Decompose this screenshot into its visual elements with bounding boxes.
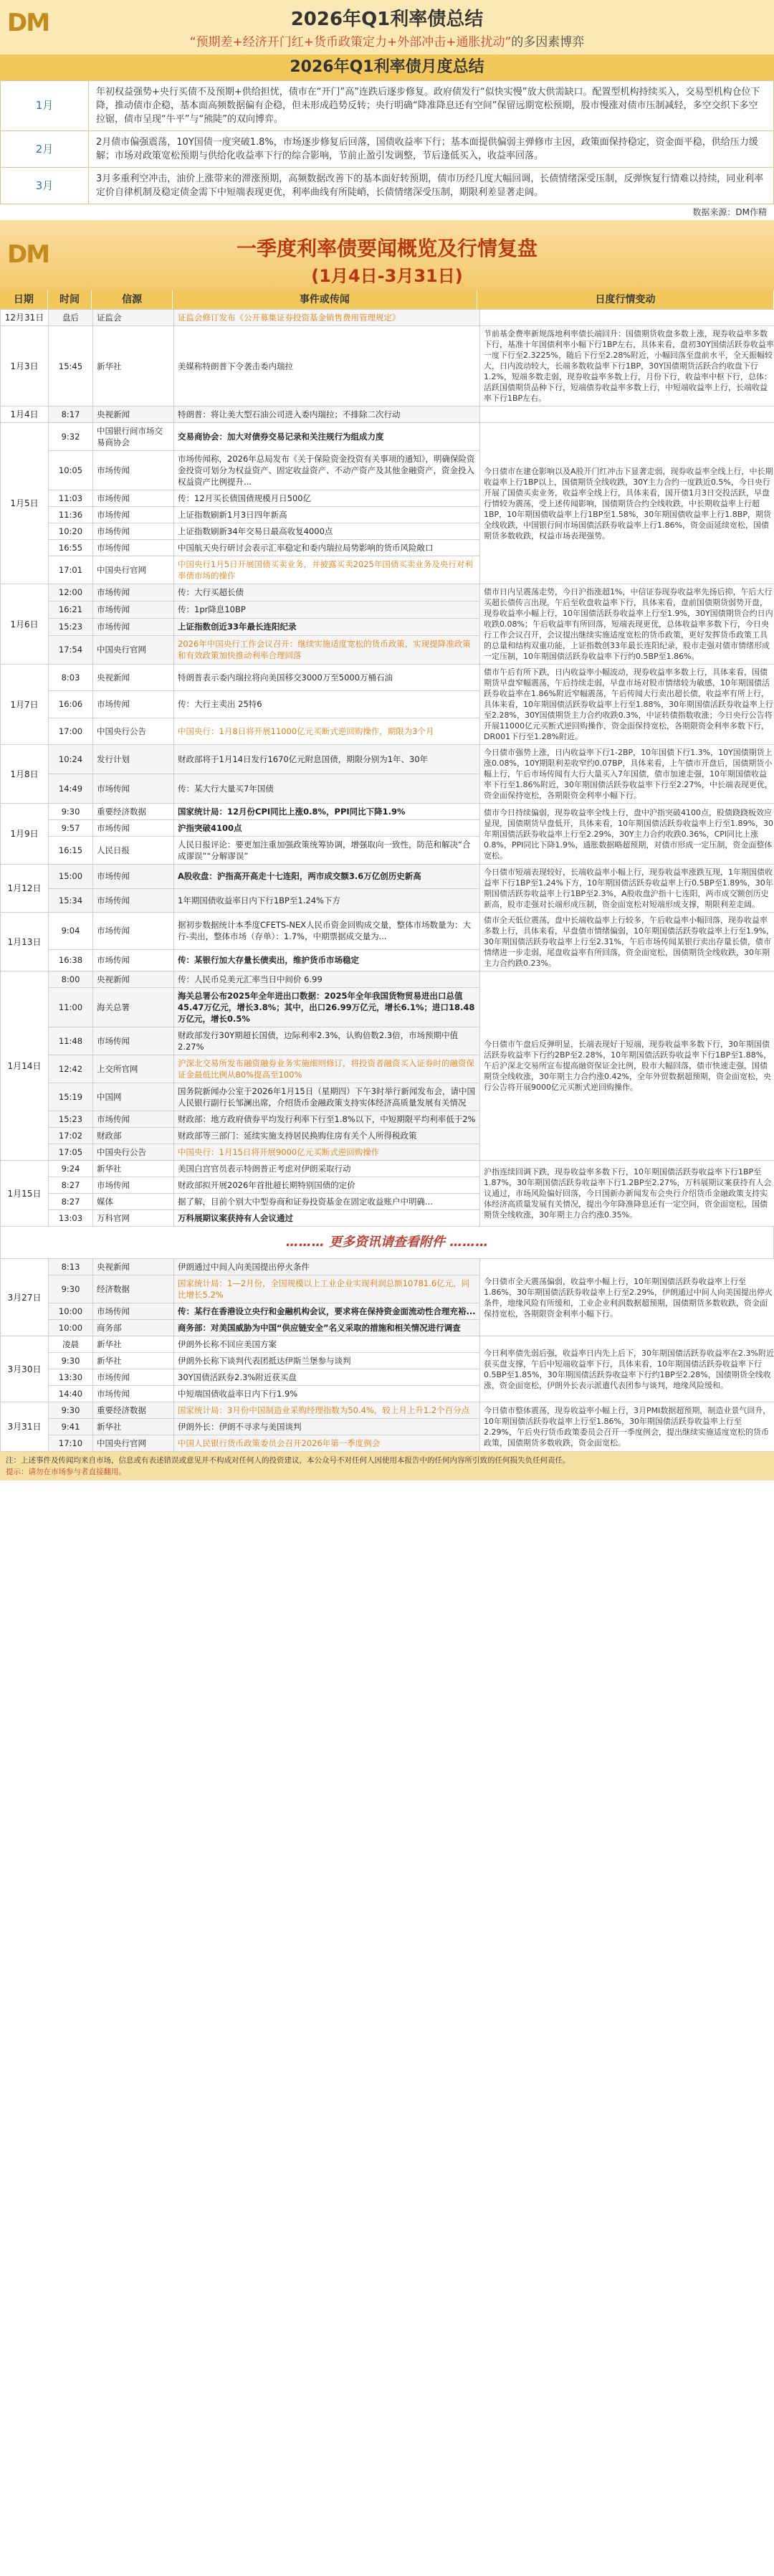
event-source: 人民日报 <box>93 837 174 865</box>
event-source: 中国银行间市场交易商协会 <box>93 423 174 451</box>
event-time: 16:06 <box>49 691 93 718</box>
event-time: 9:04 <box>49 913 93 950</box>
event-text: 中国人民银行货币政策委员会召开2026年第一季度例会 <box>174 1435 480 1452</box>
event-text: 美媒称特朗普下令袭击委内瑞拉 <box>174 326 480 407</box>
event-text: 美国白宫官员表示特朗普正考虑对伊朗采取行动 <box>174 1161 480 1177</box>
market-move: 今日债市整体震荡，现券收益率小幅上行，3月PMI数据超预期，制造业景气回升，10年期国债活跃券收益率上行至1.86%，30年期国债活跃券收益率上行至2.29%，午后央行货币政策委员会召开一季度例会，提出继续实施适度宽松的货币政策，国债期货多数收跌，资金面宽松。 <box>480 1402 774 1452</box>
event-text: 上证指数刷新34年交易日最高收复4000点 <box>174 523 480 540</box>
event-text: 国务院新闻办公室于2026年1月15日（星期四）下午3时举行新闻发布会，请中国人民银行副行长邹澜出席，介绍货币金融政策支持实体经济高质量发展有关情况 <box>174 1083 480 1111</box>
month-summary: 2月债市偏强震荡，10Y国债一度突破1.8%，市场逐步修复后回落，国债收益率下行；基本面提供偏弱主弹修市主因，政策面保持稳定，资金面平稳，供给压力缓解；市场对政策宽松预期与供给化收益率下行的综合影响，节前止盈引发调整，节后逢低买入，收益率回落。 <box>89 131 774 168</box>
event-time: 15:23 <box>49 618 93 635</box>
event-text: 海关总署公布2025年全年进出口数据：2025年全年我国货物贸易进出口总值45.47万亿元，增长3.8%；其中，出口26.99万亿元，增长6.1%；进口18.48万亿元，增长0.5% <box>174 988 480 1027</box>
event-time: 17:05 <box>49 1144 93 1161</box>
event-source: 市场传闻 <box>93 490 174 507</box>
month-summary: 年初权益强势+央行买债不及预期+供给担忧，债市在“开门”高”连跌后逐步修复。政府债发行“似快实慢”放大供需缺口。配置型机构持续买入，交易型机构仓位下降，推动债市企稳，基本面高频数据偏有企稳，但未形成趋势反转；央行明确“降准降息还有空间”保留远期宽松预期，股市慢涨对债市压制减轻，多空交织下多空拉锯，债市呈现“牛平”与“熊陡”的双向博弈。 <box>89 81 774 131</box>
event-source: 财政部 <box>93 1128 174 1144</box>
event-row <box>1 407 774 423</box>
event-source: 新华社 <box>93 1336 174 1353</box>
event-source: 市场传闻 <box>93 523 174 540</box>
event-text: 市场传闻称，2026年总局发布《关于保险资金投资有关事项的通知》，明确保险资金投资可划分为权益资产、固定收益资产、不动产资产及其他金融资产，资金投入权益资产比例提升... <box>174 451 480 490</box>
column-header-row <box>0 290 774 309</box>
event-time: 14:49 <box>49 774 93 804</box>
event-text: 财政部发行30Y期超长国债，边际利率2.3%，认购倍数2.3倍，市场预期中值2.27% <box>174 1027 480 1055</box>
event-text: A股收盘：沪指高开高走十七连阳，两市成交额3.6万亿创历史新高 <box>174 865 480 889</box>
event-text: 1年期国债收益率日内下行1BP至1.24%下方 <box>174 888 480 913</box>
dm-logo-2: DM <box>7 240 49 269</box>
event-source: 新华社 <box>93 1161 174 1177</box>
event-source: 市场传闻 <box>93 451 174 490</box>
event-row <box>1 665 774 691</box>
event-text: 伊朗通过中间人向美国提出停火条件 <box>174 1259 480 1275</box>
event-text: 伊朗外长称不回应美国方案 <box>174 1336 480 1353</box>
market-move <box>480 407 774 423</box>
event-text: 中短端国债收益率日内下行1.9% <box>174 1386 480 1402</box>
event-time: 10:00 <box>49 1303 93 1320</box>
col-market: 日度行情变动 <box>477 290 774 309</box>
event-time: 11:03 <box>49 490 93 507</box>
event-date: 1月6日 <box>1 584 49 665</box>
event-source: 中国网 <box>93 1083 174 1111</box>
event-source: 证监会 <box>93 310 174 326</box>
event-time: 15:34 <box>49 888 93 913</box>
event-time: 8:03 <box>49 665 93 691</box>
event-time: 9:24 <box>49 1161 93 1177</box>
event-text: 传：某银行加大存量长债卖出，维护货币市场稳定 <box>174 949 480 971</box>
event-text: 2026年中国央行工作会议召开：继续实施适度宽松的货币政策，实现提降准政策和有效政策加快推动利率合理回落 <box>174 635 480 664</box>
event-source: 市场传闻 <box>93 820 174 837</box>
monthly-row <box>1 131 774 168</box>
event-text: 财政部拟开展2026年首批超长期特别国债的定价 <box>174 1177 480 1194</box>
event-date: 1月12日 <box>1 865 49 913</box>
market-move: 今日利率债先弱后强，收益率日内先上后下，30年期国债活跃券收益率在2.3%附近获买盘支撑，午后中短端收益率下行，具体来看，10年期国债活跃券收益率下行0.5BP至1.85%，30年期国债活跃券收益率下行约1BP至2.28%，国债期货全线收涨，资金面宽松，伊朗外长表示派遣代表团参与谈判，地缘风险缓和。 <box>480 1336 774 1402</box>
event-time: 17:02 <box>49 1128 93 1144</box>
event-source: 中国央行官网 <box>93 1435 174 1452</box>
event-text: 交易商协会：加大对债券交易记录和关注规行为组成力度 <box>174 423 480 451</box>
event-source: 市场传闻 <box>93 540 174 556</box>
event-time: 13:03 <box>49 1210 93 1227</box>
event-row <box>1 1402 774 1419</box>
event-source: 市场传闻 <box>93 1386 174 1402</box>
event-text: 伊朗外长：伊朗不寻求与美国谈判 <box>174 1419 480 1435</box>
event-time: 16:21 <box>49 601 93 618</box>
col-source: 信源 <box>92 290 172 309</box>
event-row <box>1 745 774 774</box>
event-text: 国家统计局：3月份中国制造业采购经理指数为50.4%，较上月上升1.2个百分点 <box>174 1402 480 1419</box>
event-text: 沪指突破4100点 <box>174 820 480 837</box>
market-move: 债市午后有所下跌，日内收益率小幅波动，现券收益率多数上行，具体来看，国债期货早盘窄幅震荡，午后持续走弱，早盘市场对股市情绪较为敏感，10年期国债活跃券收益率在1.86%附近窄幅震荡，午后传闻大行卖出超长债，收益率有所上行，具体来看，10年期国债活跃券收益率上行至1.88%，30年期国债活跃券收益率上行至2.28%，30Y国债期货主力合约收跌0.3%，中证转债指数收涨；今日央行公告将开展11000亿元买断式逆回购操作，资金面保持宽松，各期限资金利率多数下行，DR001下行至1.28%附近。 <box>480 665 774 745</box>
col-event: 事件或传闻 <box>173 290 477 309</box>
more-info-link[interactable]: ……… 更多资讯请查看附件 ……… <box>0 1227 774 1258</box>
event-time: 10:20 <box>49 523 93 540</box>
event-text: 特朗普表示委内瑞拉将向美国移交3000万至5000万桶石油 <box>174 665 480 691</box>
month-summary: 3月多重利空冲击，油价上涨带来的滞涨预期，高频数据改善下的基本面好转预期，债市历经几度大幅回调，长债情绪深受压制，反弹恢复行情难以持续，同业利率定价自律机制及稳定债金需下中短端表现更优，利率曲线有所陡峭，长债情绪深受压制，期限利差显著走阔。 <box>89 168 774 204</box>
event-source: 市场传闻 <box>93 1369 174 1386</box>
page-subtitle: “预期差+经济开门红+货币政策定力+外部冲击+通胀扰动”的多因素博弈 <box>189 35 585 49</box>
event-text: 人民日报评论：要更加注重加强政策统筹协调，增强取向一致性，防范和解决“合成谬误”“分解谬误” <box>174 837 480 865</box>
event-text: 据了解，目前个别大中型券商和证券投资基金在固定收益账户中明确... <box>174 1194 480 1210</box>
event-time: 9:41 <box>49 1419 93 1435</box>
event-time: 15:23 <box>49 1111 93 1128</box>
event-text: 财政部等三部门：延续实施支持居民换购住房有关个人所得税政策 <box>174 1128 480 1144</box>
event-time: 17:54 <box>49 635 93 664</box>
event-text: 国家统计局：1—2月份，全国规模以上工业企业实现利润总额10781.6亿元，同比增长5.2% <box>174 1275 480 1303</box>
event-text: 上证指数刷新1月3日四年新高 <box>174 507 480 523</box>
event-row <box>1 310 774 326</box>
event-time: 8:27 <box>49 1194 93 1210</box>
event-time: 16:15 <box>49 837 93 865</box>
event-source: 央视新闻 <box>93 665 174 691</box>
event-time: 盘后 <box>49 310 93 326</box>
event-text: 中国央行：1月8日将开展11000亿元买断式逆回购操作，期限为3个月 <box>174 718 480 744</box>
event-text: 万科展期议案获持有人会议通过 <box>174 1210 480 1227</box>
market-move: 沪指连续回调下跌，现券收益率多数下行，10年期国债活跃券收益率下行1BP至1.87%，30年期国债活跃券收益率下行1.2BP至2.27%，万科展期议案获持有人会议通过，市场风险偏好回落，今日国新办新闻发布会央行介绍货币金融政策支持实体经济高质量发展有关情况，提出今年降准降息还有一定空间，资金面宽松，国债期货全线收涨，30年期主力合约涨0.35%。 <box>480 1161 774 1227</box>
event-source: 市场传闻 <box>93 1027 174 1055</box>
event-time: 16:38 <box>49 949 93 971</box>
event-text: 据初步数据统计本季度CFETS-NEX人民币资金回购成交量，整体市场数量为：大行-卖出，整体市场（存单）：1.7%，中期票据成交量为... <box>174 913 480 950</box>
event-row <box>1 865 774 889</box>
review-date-range: (1月4日-3月31日) <box>311 266 463 286</box>
event-source: 经济数据 <box>93 1275 174 1303</box>
event-time: 17:01 <box>49 556 93 584</box>
event-time: 9:30 <box>49 1402 93 1419</box>
month-label: 2月 <box>1 131 89 168</box>
event-source: 市场传闻 <box>93 584 174 602</box>
event-text: 国家统计局：12月份CPI同比上涨0.8%，PPI同比下降1.9% <box>174 804 480 820</box>
event-date: 3月31日 <box>1 1402 49 1452</box>
event-source: 市场传闻 <box>93 601 174 618</box>
market-move: 债市日内呈震荡走势，今日沪指涨超1%，中信证券现券收益率先扬后抑，午后大行买超长债传言出现，午后至收盘收益率下行，具体来看，盘前国债期货弱势开盘，现券收益率小幅上行，10年国债活跃券收益率上行至1.9%，30Y国债期货合约日内收跌0.08%；午后收益率有所回落，短端表现更优，总体收益率多数下行，今日央行工作会议召开，会议提出继续实施适度宽松的货币政策，更好发挥货币政策工具的总量和结构双重功能，上证指数创33年最长连阳纪录，股市走强对债市情绪形成一定压制，10年期国债活跃券收益率下行约0.5BP至1.86%。 <box>480 584 774 665</box>
event-date: 12月31日 <box>1 310 49 326</box>
event-date: 3月30日 <box>1 1336 49 1402</box>
event-source: 市场传闻 <box>93 774 174 804</box>
event-text: 财政部将于1月14日发行1670亿元附息国债，期限分别为1年、30年 <box>174 745 480 774</box>
event-source: 市场传闻 <box>93 618 174 635</box>
event-source: 万科官网 <box>93 1210 174 1227</box>
review-title: 一季度利率债要闻概览及行情复盘 <box>236 237 538 260</box>
event-source: 市场传闻 <box>93 507 174 523</box>
event-text: 传：大行买超长债 <box>174 584 480 602</box>
event-row <box>1 804 774 820</box>
event-time: 9:57 <box>49 820 93 837</box>
event-row <box>1 1259 774 1275</box>
event-source: 重要经济数据 <box>93 804 174 820</box>
market-move: 债市今日持续偏弱，现券收益率全线上行，盘中沪指突破4100点，股债跷跷板效应显现，国债期货早盘低开，具体来看，10年期国债活跃券收益率上行至1.89%，30年期国债活跃券收益率上行至2.29%，30Y主力合约收跌0.36%，CPI同比上涨0.8%，PPI同比下降1.9%，通胀数据略超预期，对债市形成一定压制，资金面整体宽松。 <box>480 804 774 865</box>
event-text: 传：某行在香港设立央行和金融机构会议，要求将在保持资金面流动性合理充裕... <box>174 1303 480 1320</box>
event-row <box>1 1161 774 1177</box>
event-time: 15:19 <box>49 1083 93 1111</box>
event-text: 沪深北交易所发布融资融券业务实施细则修订，将投资者融资买入证券时的融资保证金最低比例从80%提高至100% <box>174 1055 480 1083</box>
event-text: 特朗普：将让美大型石油公司进入委内瑞拉；不排除二次行动 <box>174 407 480 423</box>
event-source: 市场传闻 <box>93 1177 174 1194</box>
monthly-row <box>1 81 774 131</box>
event-text: 证监会修订发布《公开募集证券投资基金销售费用管理规定》 <box>174 310 480 326</box>
event-source: 中国央行官网 <box>93 556 174 584</box>
event-time: 凌晨 <box>49 1336 93 1353</box>
event-time: 15:00 <box>49 865 93 889</box>
event-date: 1月3日 <box>1 326 49 407</box>
event-time: 9:30 <box>49 804 93 820</box>
review-header <box>0 220 774 290</box>
event-date: 3月27日 <box>1 1259 49 1336</box>
event-source: 市场传闻 <box>93 691 174 718</box>
events-table <box>0 309 774 1227</box>
events-table-late <box>0 1258 774 1452</box>
event-time: 17:00 <box>49 718 93 744</box>
disclaimer-text: 注：上述事件及传闻均来自市场，信息或有表述错误或意见并不构成对任何人的投资建议，本公众号不对任何人因使用本报告中的任何内容所引致的任何损失负任何责任。 <box>6 1456 570 1465</box>
event-text: 传：12月买长债国债规模月日500亿 <box>174 490 480 507</box>
event-text: 上证指数创近33年最长连阳纪录 <box>174 618 480 635</box>
event-time: 10:24 <box>49 745 93 774</box>
month-label: 3月 <box>1 168 89 204</box>
event-text: 中国央行1月5日开展国债买卖业务，并披露买卖2025年国债买卖业务及央行对利率债市场的操作 <box>174 556 480 584</box>
event-time: 15:45 <box>49 326 93 407</box>
event-source: 市场传闻 <box>93 865 174 889</box>
event-time: 17:10 <box>49 1435 93 1452</box>
disclaimer-tip: 提示：请勿在市场参与者直接翻用。 <box>6 1468 126 1476</box>
event-row <box>1 913 774 950</box>
monthly-row <box>1 168 774 204</box>
event-text: 中国航天央行研讨会表示汇率稳定和委内瑞拉局势影响的货币风险敞口 <box>174 540 480 556</box>
event-row <box>1 584 774 602</box>
event-date: 1月7日 <box>1 665 49 745</box>
event-time: 12:42 <box>49 1055 93 1083</box>
summary-header <box>0 0 774 54</box>
event-source: 新华社 <box>93 326 174 407</box>
market-move: 今日债市午盘后反弹明显，长端表现好于短端，现券收益率多数下行，30年期国债活跃券收益率下行约2BP至2.28%，10年期国债活跃券收益率下行1BP至1.88%，午后沪深北交易所宣布提高融资保证金比例，股市大幅回落，债市快速走强，国债期货全线收涨，30年期主力合约涨0.42%，全年外贸数据超预期，资金面宽松，央行公告将开展9000亿元买断式逆回购操作。 <box>480 971 774 1161</box>
event-time: 12:00 <box>49 584 93 602</box>
market-move: 今日债市在建仓影响以及A股开门红冲击下显著走弱，现券收益率全线上行，中长期收益率上行1BP以上，国债期货全线收跌，30Y主力合约一度跌近0.5%，今日央行开展了国债买卖业务，收益率全线上行，具体来看，国开债1月3日交投活跃，早盘行情较为震荡，受上述传闻影响，国债期货合约全线收跌，中长期收益率上行超1BP，10年期国债收益率上行1BP至1.58%，30年期国债收益率上行1.8BP，期货全线收跌，中国银行间市场国债活跃券收益率上行1.86%，资金面延续宽松，国债期货多数收跌，权益市场表现强势。 <box>480 423 774 584</box>
market-move <box>480 310 774 326</box>
monthly-summary-table <box>0 80 774 204</box>
dm-logo: DM <box>7 9 49 37</box>
event-text: 财政部：地方政府债券平均发行利率下行至1.8%以下，中短期限平均利率低于2% <box>174 1111 480 1128</box>
event-time: 14:40 <box>49 1386 93 1402</box>
event-row <box>1 423 774 451</box>
event-date: 1月13日 <box>1 913 49 971</box>
event-source: 重要经济数据 <box>93 1402 174 1419</box>
event-source: 市场传闻 <box>93 913 174 950</box>
market-move: 节前基金费率新规落地利率债长端回升：国债期货收盘多数上涨，现券收益率多数下行，基准十年国债利率小幅下行1BP左右，具体来看，盘初30Y国债活跃券收益率一度下行至2.3225%，随后下行至2.28%附近，小幅回落至盘前水平，全天振幅较大，日内波动较大，长端多数收益率下行1BP，30Y国债期货活跃合约收盘下行1.2%，短端多数走弱，现券收益率多数上行，月份下行，收益率中枢下行，总体：活跃国债期货品种下行，短端债券收益率多数上行，中短端收益率上行，长端收益率下行1BP左右。 <box>480 326 774 407</box>
event-source: 海关总署 <box>93 988 174 1027</box>
event-text: 传：1pr降息10BP <box>174 601 480 618</box>
event-time: 9:30 <box>49 1275 93 1303</box>
col-date: 日期 <box>0 290 48 309</box>
market-move: 债市全天低位震荡，盘中长端收益率上行较多，午后收益率小幅回落，现券收益率多数上行，具体来看，早盘债市情绪偏弱，10年期国债活跃券收益率上行至1.9%，30年期国债活跃券收益率上行至2.31%，午后市场传闻某银行卖出存量长债，债市情绪进一步走弱，尾盘收益率有所回落，资金面宽松，国债期货全线收跌，30年期主力合约跌0.23%。 <box>480 913 774 971</box>
event-row <box>1 326 774 407</box>
disclaimer-footer <box>0 1452 774 1481</box>
event-date: 1月9日 <box>1 804 49 865</box>
monthly-banner: 2026年Q1利率债月度总结 <box>0 54 774 80</box>
event-time: 8:17 <box>49 407 93 423</box>
event-source: 上交所官网 <box>93 1055 174 1083</box>
market-move: 今日债市短端表现较好，长端收益率小幅上行，现券收益率涨跌互现，1年期国债收益率下行1BP至1.24%下方，10年期国债活跃券收益率上行0.5BP至1.89%，30年期国债活跃券收益率上行1BP至2.3%，A股收盘沪指十七连阳，两市成交额创历史新高，股市走强对长端形成压制，资金面宽松对短端形成支撑，期限利差走阔。 <box>480 865 774 913</box>
market-move: 今日债市全天震荡偏弱，收益率小幅上行，10年期国债活跃券收益率上行至1.86%，30年期国债活跃券收益率上行至2.29%，伊朗通过中间人向美国提出停火条件，地缘风险有所缓和，工业企业利润数据超预期，国债期货多数收跌，资金面保持宽松，各期限资金利率小幅下行。 <box>480 1259 774 1336</box>
event-time: 8:00 <box>49 971 93 988</box>
event-source: 新华社 <box>93 1419 174 1435</box>
event-time: 11:48 <box>49 1027 93 1055</box>
event-time: 10:00 <box>49 1320 93 1336</box>
market-move: 今日债市强势上涨，日内收益率下行1-2BP，10年国债下行1.3%，10Y国债期货上涨0.08%，10Y期限利差收窄约0.07BP，具体来看，上午债市开盘后，国债期货小幅上行，午后市场传闻有大行大量买入7年国债，债市加速走强，10年期国债收益率下行至1.86%附近，30年期国债活跃券收益率下行至2.27%，中长端表现更优，资金面保持宽松，各期限资金利率小幅下行。 <box>480 745 774 804</box>
event-source: 新华社 <box>93 1353 174 1369</box>
event-date: 1月14日 <box>1 971 49 1161</box>
event-row <box>1 971 774 988</box>
event-date: 1月8日 <box>1 745 49 804</box>
event-source: 中国央行公告 <box>93 1144 174 1161</box>
event-text: 传：人民币兑美元汇率当日中间价 6.99 <box>174 971 480 988</box>
event-text: 商务部：对美国威胁为中国“供应链安全”名义采取的措施和相关情况进行调查 <box>174 1320 480 1336</box>
event-date: 1月5日 <box>1 423 49 584</box>
event-time: 9:32 <box>49 423 93 451</box>
event-text: 中国央行：1月15日将开展9000亿元买断式逆回购操作 <box>174 1144 480 1161</box>
event-date: 1月4日 <box>1 407 49 423</box>
event-source: 市场传闻 <box>93 1111 174 1128</box>
event-source: 中国央行官网 <box>93 635 174 664</box>
col-time: 时间 <box>48 290 92 309</box>
event-source: 媒体 <box>93 1194 174 1210</box>
event-source: 央视新闻 <box>93 1259 174 1275</box>
event-text: 传：某大行大量买7年国债 <box>174 774 480 804</box>
event-source: 发行计划 <box>93 745 174 774</box>
event-text: 30Y国债活跃券2.3%附近获买盘 <box>174 1369 480 1386</box>
event-source: 央视新闻 <box>93 971 174 988</box>
event-source: 中国央行公告 <box>93 718 174 744</box>
event-source: 市场传闻 <box>93 888 174 913</box>
page-title: 2026年Q1利率债总结 <box>290 9 484 30</box>
event-text: 伊朗外长称下谈判代表团抵达伊斯兰堡参与谈判 <box>174 1353 480 1369</box>
event-time: 9:30 <box>49 1353 93 1369</box>
event-time: 11:00 <box>49 988 93 1027</box>
event-time: 8:27 <box>49 1177 93 1194</box>
event-time: 8:13 <box>49 1259 93 1275</box>
event-date: 1月15日 <box>1 1161 49 1227</box>
event-time: 10:05 <box>49 451 93 490</box>
event-source: 央视新闻 <box>93 407 174 423</box>
month-label: 1月 <box>1 81 89 131</box>
event-source: 商务部 <box>93 1320 174 1336</box>
event-time: 11:36 <box>49 507 93 523</box>
data-source-note: 数据来源：DM作精 <box>692 207 767 217</box>
event-text: 传：大行主卖出 25特6 <box>174 691 480 718</box>
event-source: 市场传闻 <box>93 1303 174 1320</box>
event-row <box>1 1336 774 1353</box>
event-source: 市场传闻 <box>93 949 174 971</box>
event-time: 13:30 <box>49 1369 93 1386</box>
event-time: 16:55 <box>49 540 93 556</box>
